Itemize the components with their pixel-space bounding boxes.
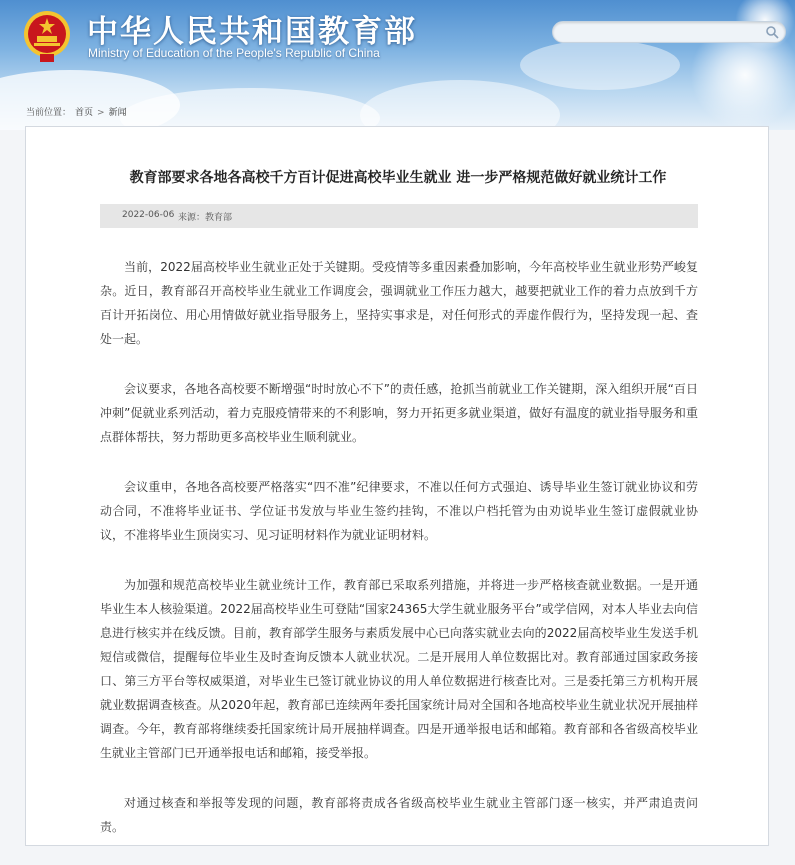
cloud-decoration <box>360 80 560 130</box>
search-input[interactable] <box>563 23 753 41</box>
search-box[interactable] <box>552 21 786 43</box>
article-date: 2022-06-06 <box>122 210 175 220</box>
breadcrumb <box>26 105 131 118</box>
site-title: 中华人民共和国教育部 <box>87 14 417 50</box>
article-paragraph: 为加强和规范高校毕业生就业统计工作，教育部已采取系列措施，并将进一步严格核查就业数据。一是开通毕业生本人核验渠道。2022届高校毕业生可登陆“国家24365大学生就业服务平台”或学信网，对本人毕业去向信息进行核实并在线反馈。目前，教育部学生服务与素质发展中心已向落实就业去向的2022届高校毕业生发送手机短信或微信，提醒每位毕业生及时查询反馈本人就业状况。二是开展用人单位数据比对。教育部通过国家政务接口、第三方平台等权威渠道，对毕业生已签订就业协议的用人单位数据进行核查比对。三是委托第三方机构开展就业数据调查核查。从2020年起，教育部已连续两年委托国家统计局对全国和各地高校毕业生就业状况开展抽样调查。今年，教育部将继续委托国家统计局开展抽样调查。四是开通举报电话和邮箱。教育部和各省级高校毕业生就业主管部门已开通举报电话和邮箱，接受举报。 <box>100 578 698 760</box>
breadcrumb-home-link[interactable]: 首页 <box>75 108 94 118</box>
article-title: 教育部要求各地各高校千方百计促进高校毕业生就业 进一步严格规范做好就业统计工作 <box>129 170 667 186</box>
site-header <box>0 0 795 130</box>
article-source: 来源：教育部 <box>178 213 233 223</box>
article-body <box>100 255 698 865</box>
article-paragraph: 会议要求，各地各高校要不断增强“时时放心不下”的责任感，抢抓当前就业工作关键期，深入组织开展“百日冲刺”促就业系列活动，着力克服疫情带来的不利影响，努力开拓更多就业渠道，做好有温度的就业指导服务和重点群体帮扶，努力帮助更多高校毕业生顺利就业。 <box>100 382 698 444</box>
breadcrumb-separator: > <box>97 108 105 118</box>
breadcrumb-news-link[interactable]: 新闻 <box>108 108 127 118</box>
breadcrumb-prefix: 当前位置： <box>26 108 72 118</box>
national-emblem-icon <box>22 8 72 64</box>
article-paragraph: 对通过核查和举报等发现的问题，教育部将责成各省级高校毕业生就业主管部门逐一核实，并严肃追责问责。 <box>100 796 698 834</box>
site-subtitle: Ministry of Education of the People's Republic of China <box>88 46 380 60</box>
search-icon[interactable] <box>765 25 779 39</box>
article-container <box>25 126 769 846</box>
article-meta-bar <box>100 204 698 228</box>
cloud-decoration <box>520 40 680 90</box>
article-paragraph: 会议重申，各地各高校要严格落实“四不准”纪律要求，不准以任何方式强迫、诱导毕业生签订就业协议和劳动合同，不准将毕业证书、学位证书发放与毕业生签约挂钩，不准以户档托管为由劝说毕业生签订虚假就业协议，不准将毕业生顶岗实习、见习证明材料作为就业证明材料。 <box>100 480 698 542</box>
article-paragraph: 当前，2022届高校毕业生就业正处于关键期。受疫情等多重因素叠加影响，今年高校毕业生就业形势严峻复杂。近日，教育部召开高校毕业生就业工作调度会，强调就业工作压力越大，越要把就业工作的着力点放到千方百计开拓岗位、用心用情做好就业指导服务上，坚持实事求是，对任何形式的弄虚作假行为，坚持发现一起、查处一起。 <box>100 260 698 346</box>
